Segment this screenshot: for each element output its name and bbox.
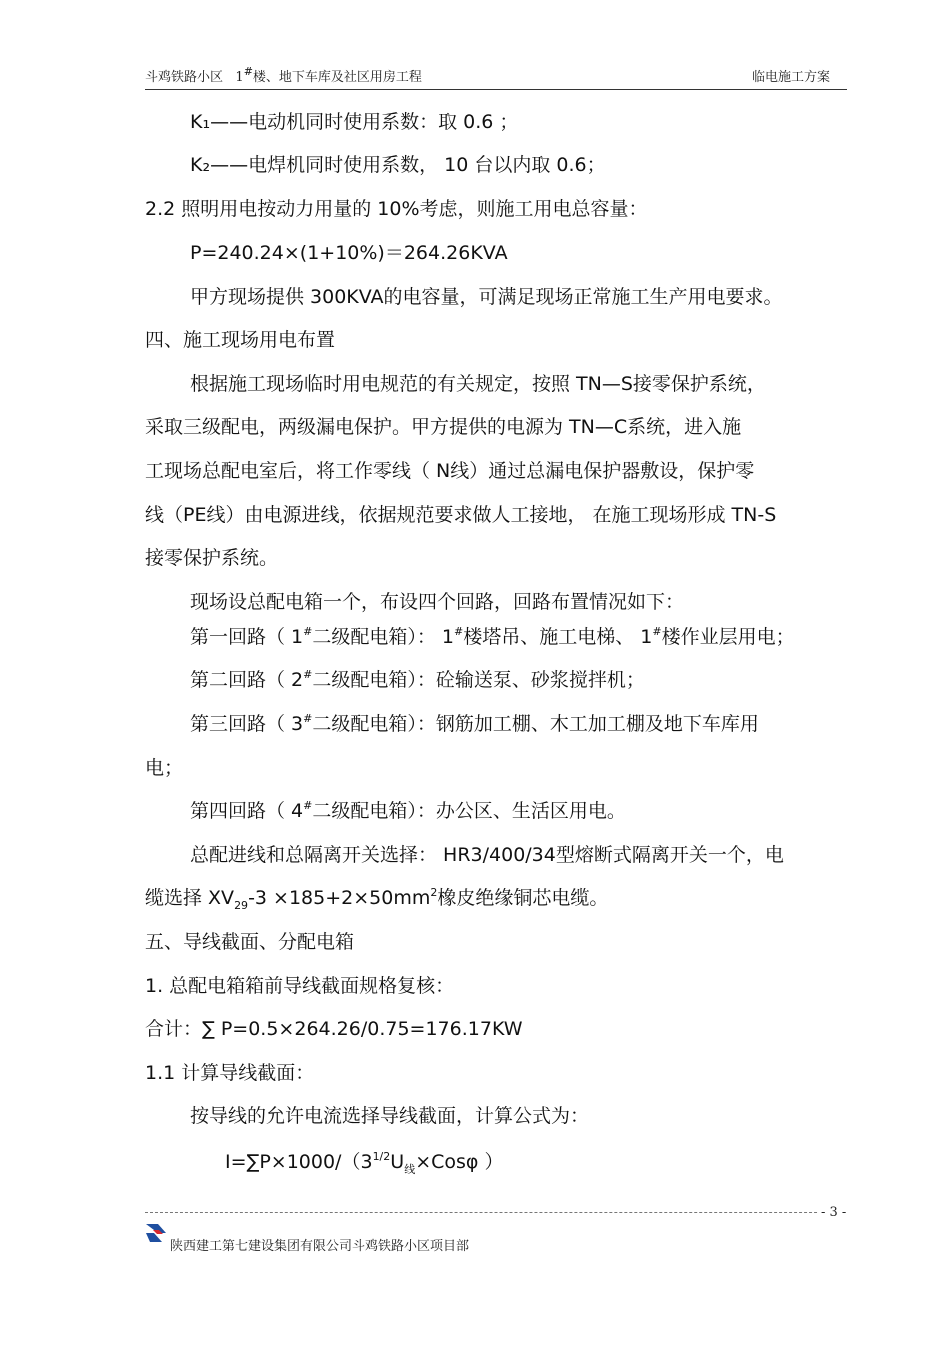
text-line: 工现场总配电室后，将工作零线（ N线）通过总漏电保护器敷设，保护零 <box>145 460 755 482</box>
header-project: 斗鸡铁路小区 1#楼、地下车库及社区用房工程 <box>145 64 422 85</box>
text-line: 2.2 照明用电按动力用量的 10%考虑，则施工用电总容量： <box>145 198 648 220</box>
text-line: 总配进线和总隔离开关选择： HR3/400/34型熔断式隔离开关一个，电 <box>190 844 784 866</box>
footer-rule <box>145 1212 847 1213</box>
formula-current: $I=\sum P\times 1000/(3^{1/2}U_线\times Cos\varphi$ ） <box>225 1149 504 1176</box>
company-logo-icon <box>145 1222 167 1244</box>
text-line: 根据施工现场临时用电规范的有关规定，按照 TN—S接零保护系统， <box>190 373 766 395</box>
section-heading: 四、施工现场用电布置 <box>145 329 336 351</box>
circuit-1-line: 第一回路（ 1#二级配电箱）： 1#楼塔吊、施工电梯、 1#楼作业层用电； <box>190 624 795 648</box>
header-rule <box>145 89 847 90</box>
text-line: 现场设总配电箱一个，布设四个回路，回路布置情况如下： <box>190 591 685 613</box>
text-line: 接零保护系统。 <box>145 547 279 569</box>
circuit-3-line: 第三回路（ 3#二级配电箱）：钢筋加工棚、木工加工棚及地下车库用 <box>190 711 759 735</box>
circuit-2-line: 第二回路（ 2#二级配电箱）：砼输送泵、砂浆搅拌机； <box>190 667 645 691</box>
section-heading: 五、导线截面、分配电箱 <box>145 931 355 953</box>
footer-company: 陕西建工第七建设集团有限公司斗鸡铁路小区项目部 <box>170 1239 470 1254</box>
formula-sum: 合计：∑ P=0.5×264.26/0.75=176.17KW <box>145 1018 523 1040</box>
subsection-heading: 1.1 计算导线截面： <box>145 1062 315 1084</box>
header-doc-title: 临电施工方案 <box>752 70 831 85</box>
page-number: - 3 - <box>818 1205 849 1220</box>
text-line: 电； <box>145 757 184 779</box>
formula-total-capacity: P=240.24×(1+10%)＝264.26KVA <box>190 242 508 264</box>
text-line: 采取三级配电，两级漏电保护。甲方提供的电源为 TN—C系统，进入施 <box>145 416 742 438</box>
text-line: 线（PE线）由电源进线，依据规范要求做人工接地， 在施工现场形成 TN-S <box>145 504 777 526</box>
company-logo <box>145 1222 167 1244</box>
text-line: 甲方现场提供 300KVA的电容量，可满足现场正常施工生产用电要求。 <box>190 286 783 308</box>
text-line: K₂——电焊机同时使用系数， 10 台以内取 0.6； <box>190 154 606 176</box>
subsection-heading: 1. 总配电箱箱前导线截面规格复核： <box>145 975 455 997</box>
text-line: K₁——电动机同时使用系数：取 0.6 ； <box>190 111 519 133</box>
text-line: 按导线的允许电流选择导线截面，计算公式为： <box>190 1105 590 1127</box>
circuit-4-line: 第四回路（ 4#二级配电箱）：办公区、生活区用电。 <box>190 798 626 822</box>
cable-selection-line: 缆选择 $XV_{29}-3 \times 185+2\times 50mm^2$橡皮绝缘铜芯电缆。 <box>145 885 609 912</box>
